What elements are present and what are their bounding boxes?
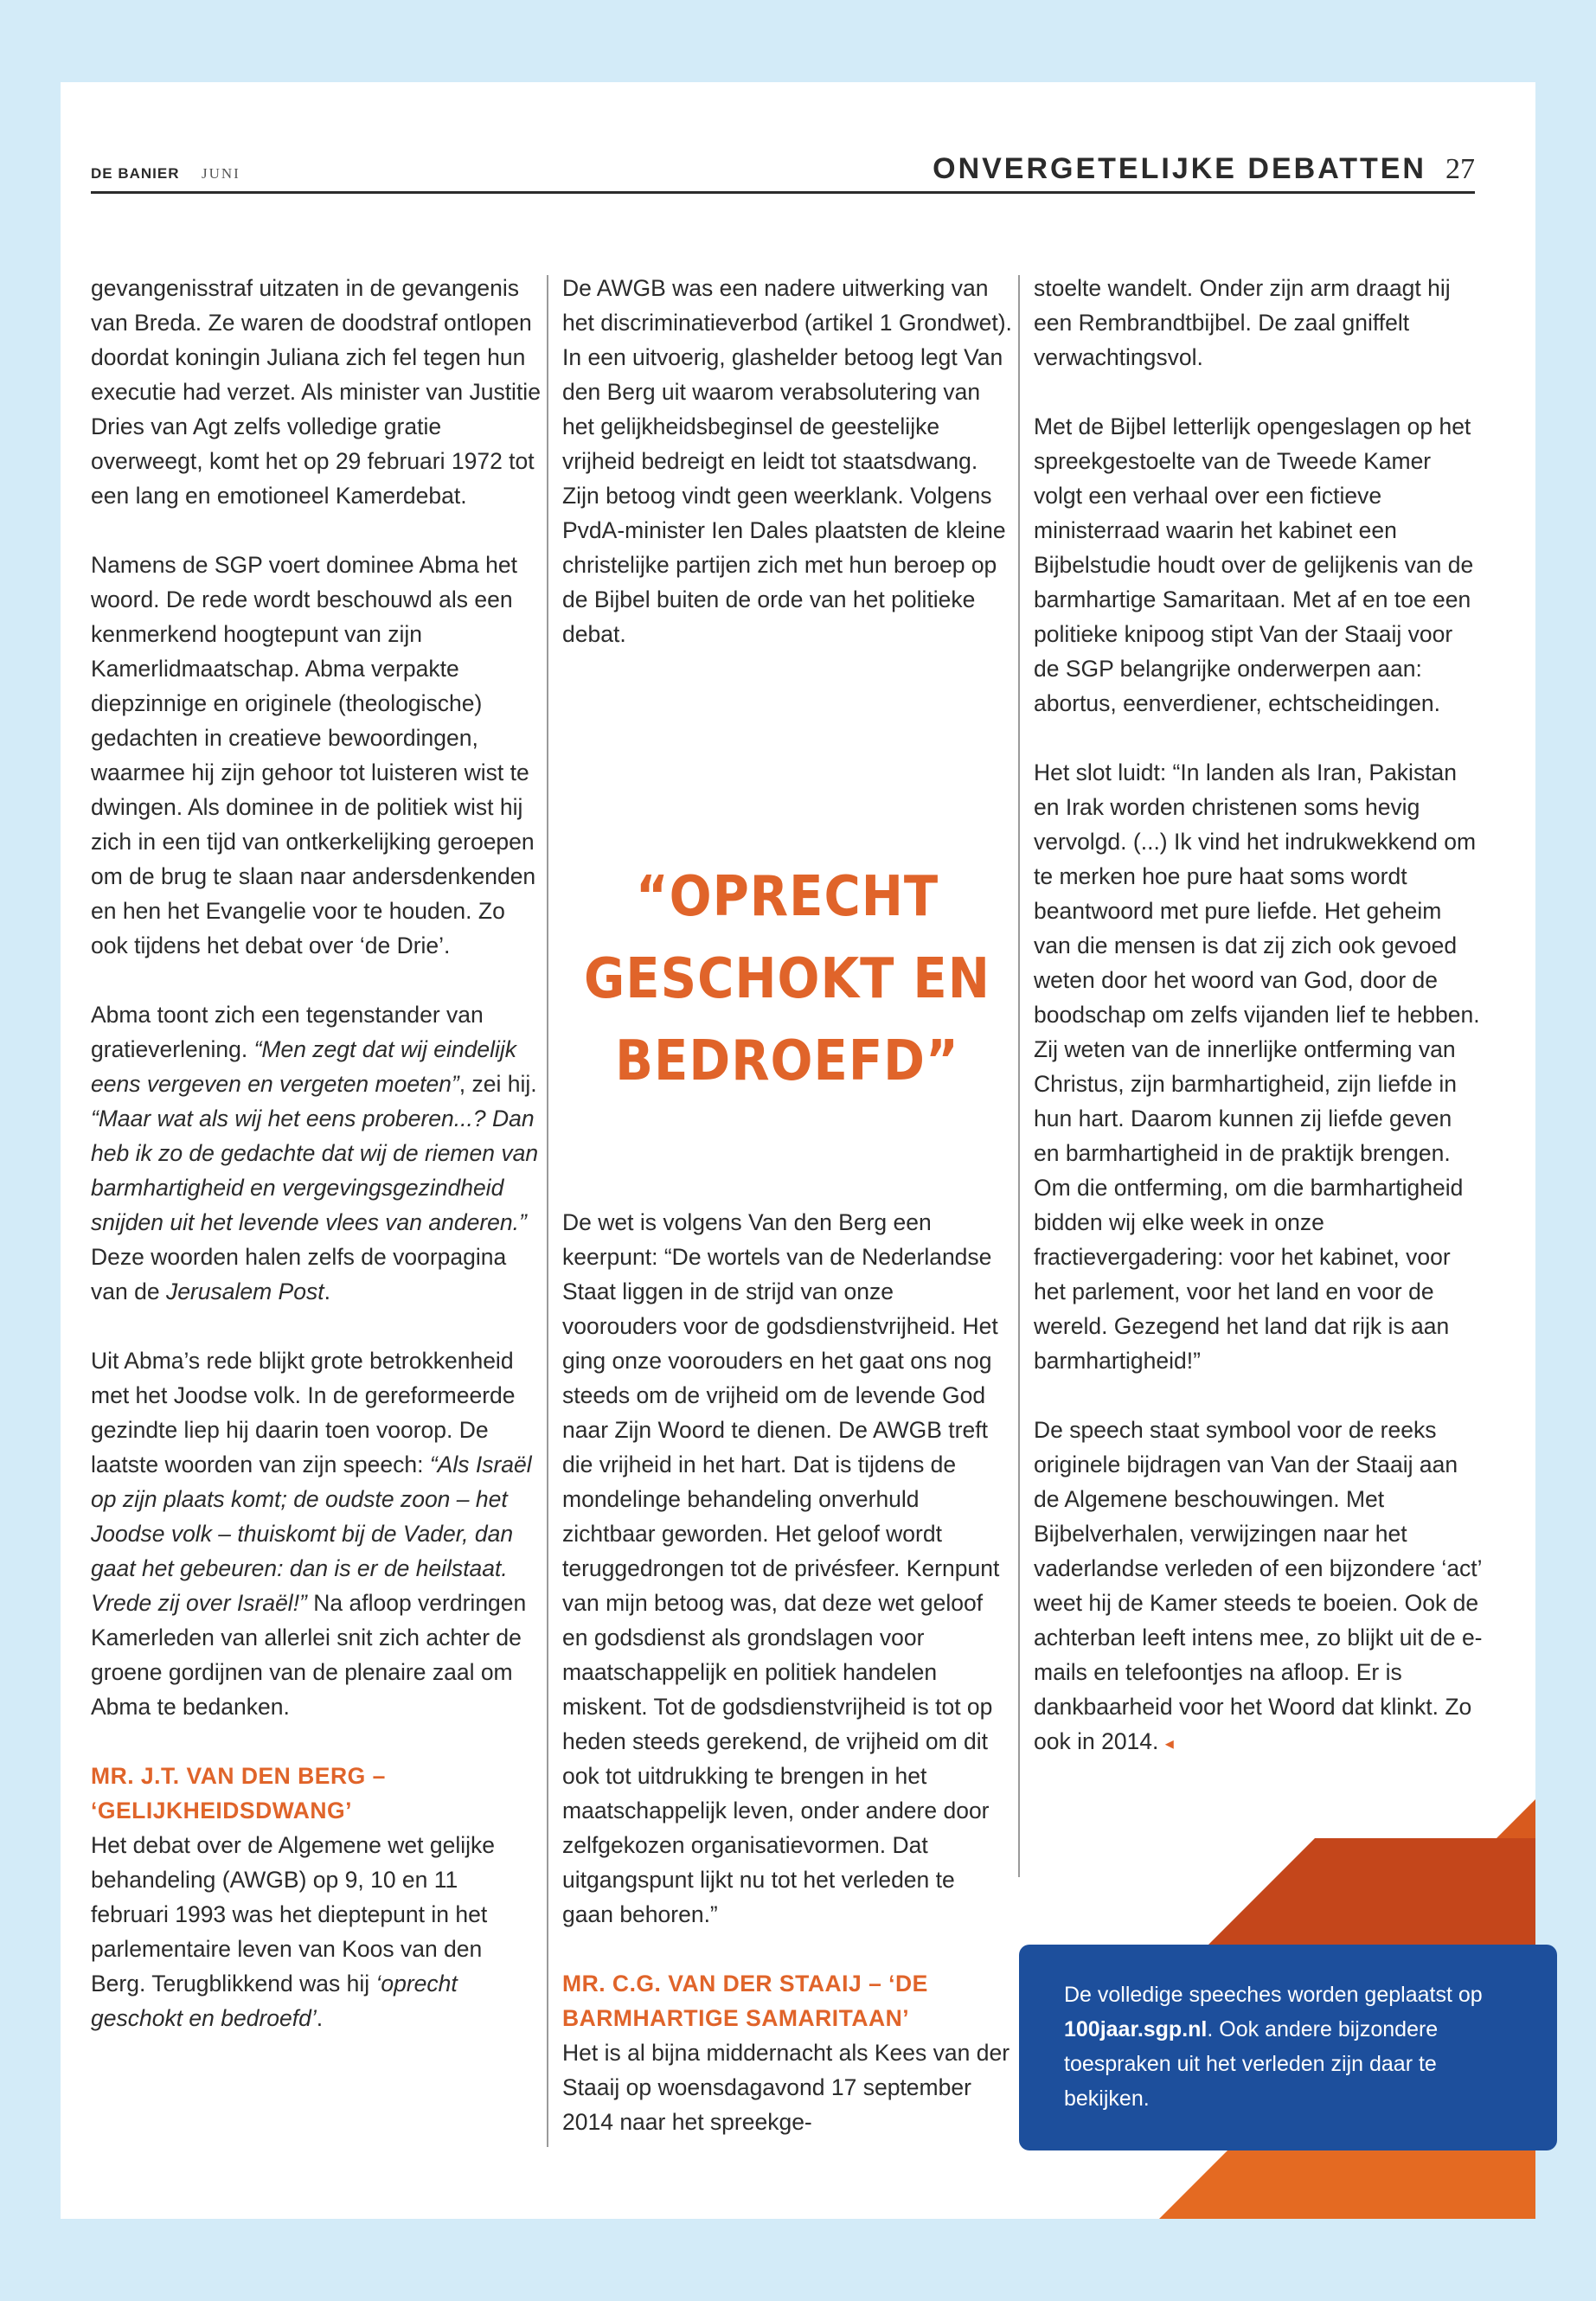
page-number: 27 — [1445, 153, 1475, 185]
paragraph: MR. J.T. VAN DEN BERG – ‘GELIJKHEIDSDWANG’ Het debat over de Algemene wet gelijke behandeling (AWGB) op 9, 10 en 11 februari 1993 was het dieptepunt in het parlementaire leven van Koos van den Berg. Terugblikkend was hij ‘oprecht geschokt en bedroefd’. — [91, 1759, 541, 2035]
paragraph: Namens de SGP voert dominee Abma het woord. De rede wordt beschouwd als een kenmerkend hoogtepunt van zijn Kamerlidmaatschap. Abma verpakte diepzinnige en originele (theologische) gedachten in creatieve bewoordingen, waarmee hij zijn gehoor tot luisteren wist te dwingen. Als dominee in de politiek wist hij zich in een tijd van ontkerkelijking geroepen om de brug te slaan naar andersdenkenden en hen het Evangelie voor te houden. Zo ook tijdens het debat over ‘de Drie’. — [91, 552, 536, 958]
paragraph: Met de Bijbel letterlijk opengeslagen op het spreekgestoelte van de Tweede Kamer volgt een verhaal over een fictieve ministerraad waarin het kabinet een Bijbelstudie houdt over de gelijkenis van de barmhartige Samaritaan. Met af en toe een politieke knipoog stipt Van der Staaij voor de SGP belangrijke onderwerpen aan: abortus, eenverdiener, echtscheidingen. — [1034, 413, 1474, 716]
paragraph: De AWGB was een nadere uitwerking van het discriminatieverbod (artikel 1 Grondwet). In een uitvoerig, glashelder betoog legt Van den Berg uit waarom verabsolutering van het gelijkheidsbeginsel de geestelijke vrijheid bedreigt en leidt tot staatsdwang. Zijn betoog vindt geen weerklank. Volgens PvdA-minister Ien Dales plaatsten de kleine christelijke partijen zich met hun beroep op de Bijbel buiten de orde van het politieke debat. — [562, 275, 1012, 647]
paragraph: MR. C.G. VAN DER STAAIJ – ‘DE BARMHARTIGE SAMARITAAN’ Het is al bijna middernacht als Kees van der Staaij op woensdagavond 17 september 2014 naar het spreekge- — [562, 1966, 1012, 2139]
paragraph: gevangenisstraf uitzaten in de gevangenis van Breda. Ze waren de doodstraf ontlopen doordat koningin Juliana zich fel tegen hun executie had verzet. Als minister van Justitie Dries van Agt zelfs volledige gratie overweegt, komt het op 29 februari 1972 tot een lang en emotioneel Kamerdebat. — [91, 275, 541, 509]
section-heading: MR. J.T. VAN DEN BERG – ‘GELIJKHEIDSDWANG’ — [91, 1763, 386, 1823]
section-heading: MR. C.G. VAN DER STAAIJ – ‘DE BARMHARTIGE SAMARITAAN’ — [562, 1971, 928, 2031]
quote: ‘oprecht geschokt en bedroefd’ — [91, 1971, 458, 2031]
paragraph: Abma toont zich een tegenstander van gratieverlening. “Men zegt dat wij eindelijk eens vergeven en vergeten moeten”, zei hij. “Maar wat als wij het eens proberen...? Dan heb ik zo de gedachte dat wij de riemen van barmhartigheid en vergevingsgezindheid snijden uit het levende vlees van anderen.” Deze woorden halen zelfs de voorpagina van de Jerusalem Post. — [91, 1002, 539, 1304]
quote: “Als Israël op zijn plaats komt; de oudste zoon – het Joodse volk – thuiskomt bij de Vader, dan gaat het gebeuren: dan is er de heilstaat. Vrede zij over Israël!” — [91, 1452, 532, 1616]
info-box: De volledige speeches worden geplaatst op 100jaar.sgp.nl. Ook andere bijzondere toespraken uit het verleden zijn daar te bekijken. — [1019, 1945, 1557, 2150]
article-column-2-lower — [562, 1205, 1012, 2139]
end-mark-icon: ◂ — [1164, 1734, 1174, 1753]
section-title: ONVERGETELIJKE DEBATTEN — [933, 152, 1426, 185]
paragraph: Uit Abma’s rede blijkt grote betrokkenheid met het Joodse volk. In de gereformeerde gezindte liep hij daarin toen voorop. De laatste woorden van zijn speech: “Als Israël op zijn plaats komt; de oudste zoon – het Joodse volk – thuiskomt bij de Vader, dan gaat het gebeuren: dan is er de heilstaat. Vrede zij over Israël!” Na afloop verdringen Kamerleden van allerlei snit zich achter de groene gordijnen van de plenaire zaal om Abma te bedanken. — [91, 1348, 532, 1720]
issue-month: JUNI — [202, 165, 240, 182]
paragraph: Het slot luidt: “In landen als Iran, Pakistan en Irak worden christenen soms hevig vervolgd. (...) Ik vind het indrukwekkend om te merken hoe pure haat soms wordt beantwoord met pure liefde. Het geheim van die mensen is dat zij zich ook gevoed weten door het woord van God, door de boodschap om zelfs vijanden lief te hebben. Zij weten van de innerlijke ontferming van Christus, zijn barmhartigheid, zijn liefde in hun hart. Daarom kunnen zij liefde geven en barmhartigheid in de praktijk brengen. Om die ontferming, om die barmhartigheid bidden wij elke week in onze fractievergadering: voor het kabinet, voor het parlement, voor het land en voor de wereld. Gezegend het land dat rijk is aan barmhartigheid!” — [1034, 760, 1480, 1374]
newspaper-name: Jerusalem Post — [165, 1279, 324, 1304]
paragraph: De wet is volgens Van den Berg een keerpunt: “De wortels van de Nederlandse Staat liggen in de strijd van onze voorouders voor de godsdienstvrijheid. Het ging onze voorouders en het gaat ons nog steeds om de vrijheid om de levende God naar Zijn Woord te dienen. De AWGB treft die vrijheid in het hart. Dat is tijdens de mondelinge behandeling onverhuld zichtbaar geworden. Het geloof wordt teruggedrongen tot de privésfeer. Kernpunt van mijn betoog was, dat deze wet geloof en godsdienst als grondslagen voor maatschappelijk en politiek handelen miskent. Tot de godsdienstvrijheid is tot op heden steeds gerekend, de vrijheid om dit ook tot uitdrukking te brengen in het maatschappelijk leven, onder andere door zelfgekozen organisatievormen. Dat uitgangspunt lijkt nu tot het verleden te gaan behoren.” — [562, 1209, 1000, 1927]
article-column-2 — [562, 271, 1012, 651]
paragraph: De speech staat symbool voor de reeks originele bijdragen van Van der Staaij aan de Algemene beschouwingen. Met Bijbelverhalen, verwijzingen naar het vaderlandse verleden of een bijzondere ‘act’ weet hij de Kamer steeds te boeien. Ook de achterban leeft intens mee, zo blijkt uit de e-mails en telefoontjes na afloop. Er is dankbaarheid voor het Woord dat klinkt. Zo ook in 2014. ◂ — [1034, 1417, 1483, 1754]
quote: “Men zegt dat wij eindelijk eens vergeven en vergeten moeten” — [91, 1036, 516, 1097]
website-link[interactable]: 100jaar.sgp.nl — [1064, 2017, 1208, 2041]
article-column-3 — [1034, 271, 1484, 1761]
paragraph: stoelte wandelt. Onder zijn arm draagt hij een Rembrandtbijbel. De zaal gniffelt verwachtingsvol. — [1034, 275, 1451, 370]
publication-name: DE BANIER — [91, 165, 180, 182]
quote: “Maar wat als wij het eens proberen...? Dan heb ik zo de gedachte dat wij de riemen van barmhartigheid en vergevingsgezindheid snijden uit het levende vlees van anderen.” — [91, 1106, 539, 1235]
pull-quote: “OPRECHT GESCHOKT EN BEDROEFD” — [584, 865, 990, 1093]
article-column-1 — [91, 271, 541, 2035]
column-divider — [547, 275, 548, 2147]
page-header — [91, 143, 1475, 194]
